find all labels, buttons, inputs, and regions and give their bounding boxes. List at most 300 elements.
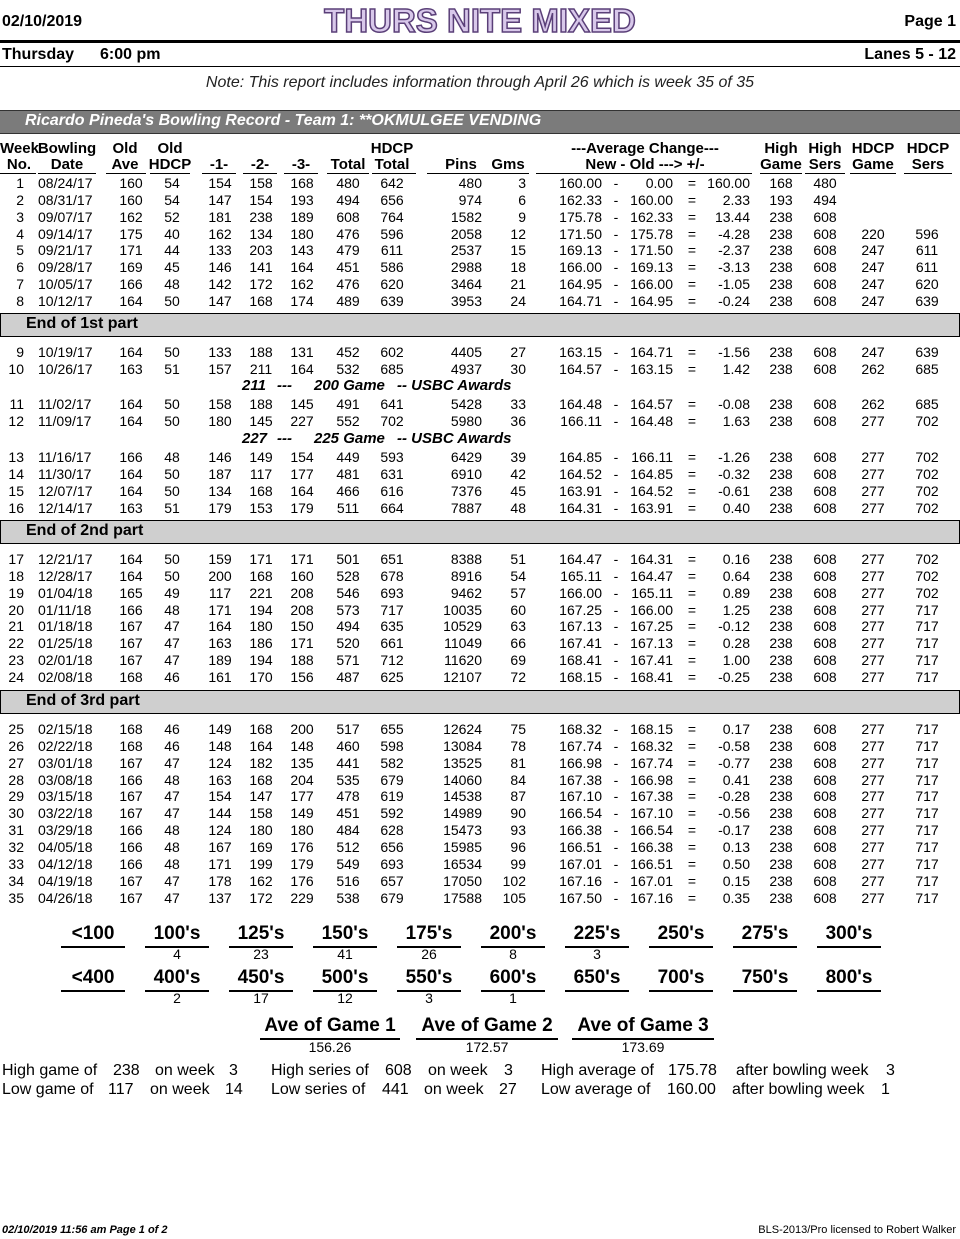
cell-avg-new: 163.91 (559, 482, 602, 499)
cell-gms: 102 (502, 872, 526, 889)
cell-high-sers: 608 (813, 499, 837, 516)
cell-game2: 147 (249, 788, 273, 805)
cell-high-game: 238 (769, 855, 793, 872)
cell-avg-dash: - (613, 838, 619, 855)
cell-total: 466 (336, 482, 360, 499)
col-old-hdcp: Old HDCP (148, 140, 192, 173)
cell-hdcp-total: 635 (380, 618, 404, 635)
cell-avg-eq: = (687, 838, 697, 855)
cell-total: 451 (336, 259, 360, 276)
cell-old-hdcp: 54 (164, 191, 180, 208)
cell-avg-new: 166.00 (559, 259, 602, 276)
cell-gms: 51 (510, 551, 526, 567)
cell-avg-diff: 0.41 (722, 771, 750, 788)
cell-high-game: 238 (769, 396, 793, 412)
cell-week-no: 32 (8, 838, 24, 855)
cell-high-sers: 608 (813, 208, 837, 225)
cell-game3: 171 (290, 551, 314, 567)
cell-gms: 60 (510, 601, 526, 618)
high-series-prefix: High series of (271, 1062, 369, 1079)
cell-gms: 9 (518, 208, 526, 225)
cell-high-sers: 608 (813, 652, 837, 669)
cell-avg-old: 164.95 (630, 292, 673, 309)
cell-hdcp-sers: 702 (915, 584, 939, 601)
cell-avg-old: 167.16 (630, 889, 673, 906)
cell-game2: 168 (249, 482, 273, 499)
cell-avg-old: 162.33 (630, 208, 673, 225)
cell-pins: 10529 (443, 618, 482, 635)
cell-old-hdcp: 50 (164, 482, 180, 499)
week-row (0, 483, 960, 500)
cell-hdcp-sers: 596 (915, 225, 939, 242)
column-underline (427, 173, 529, 174)
series-bucket-label: 500's (321, 967, 369, 988)
cell-high-sers: 608 (813, 292, 837, 309)
cell-week-no: 7 (16, 276, 24, 293)
cell-total: 520 (336, 635, 360, 652)
cell-week-no: 21 (8, 618, 24, 635)
cell-hdcp-total: 656 (380, 191, 404, 208)
cell-hdcp-sers: 717 (915, 889, 939, 906)
cell-avg-dash: - (613, 601, 619, 618)
cell-hdcp-total: 651 (380, 551, 404, 567)
cell-high-sers: 608 (813, 721, 837, 737)
cell-pins: 17050 (443, 872, 482, 889)
cell-hdcp-game: 277 (861, 805, 885, 822)
cell-game3: 200 (290, 721, 314, 737)
cell-avg-eq: = (687, 191, 697, 208)
col-hdcp-sers: HDCP Sers (906, 140, 950, 173)
cell-gms: 18 (510, 259, 526, 276)
cell-game1: 133 (208, 242, 232, 259)
game-bucket-label: 175's (405, 923, 453, 944)
cell-old-hdcp: 51 (164, 361, 180, 377)
cell-avg-eq: = (687, 584, 697, 601)
cell-game1: 134 (208, 482, 232, 499)
cell-old-hdcp: 47 (164, 872, 180, 889)
cell-avg-old: 167.38 (630, 788, 673, 805)
series-bucket-count: 12 (337, 990, 353, 1006)
cell-old-ave: 169 (119, 259, 143, 276)
cell-old-hdcp: 47 (164, 805, 180, 822)
cell-avg-dash: - (613, 652, 619, 669)
cell-old-ave: 164 (119, 413, 143, 429)
cell-high-game: 238 (769, 276, 793, 293)
cell-total: 476 (336, 225, 360, 242)
report-date: 02/10/2019 (2, 13, 83, 30)
col-game2: -2- (250, 156, 270, 173)
cell-game2: 162 (249, 872, 273, 889)
week-row (0, 788, 960, 805)
cell-hdcp-sers: 717 (915, 754, 939, 771)
cell-pins: 11049 (444, 635, 482, 652)
cell-old-ave: 167 (119, 652, 143, 669)
cell-week-no: 18 (8, 567, 24, 584)
cell-week-no: 4 (16, 225, 24, 242)
cell-high-game: 168 (769, 175, 793, 191)
high-game-prefix: High game of (2, 1062, 98, 1079)
cell-week-no: 11 (9, 396, 24, 412)
cell-hdcp-total: 639 (380, 292, 404, 309)
cell-gms: 69 (510, 652, 526, 669)
cell-date: 11/30/17 (38, 465, 92, 482)
cell-game1: 147 (208, 292, 232, 309)
series-bucket-label: 800's (825, 967, 873, 988)
cell-avg-diff: -0.12 (718, 618, 750, 635)
cell-date: 01/18/18 (38, 618, 93, 635)
low-game-value: 117 (108, 1081, 134, 1098)
cell-gms: 54 (510, 567, 526, 584)
cell-old-ave: 166 (119, 449, 143, 465)
cell-hdcp-total: 596 (380, 225, 404, 242)
cell-hdcp-game: 277 (861, 889, 885, 906)
cell-avg-new: 166.54 (559, 805, 602, 822)
award-org: -- USBC Awards (397, 377, 512, 394)
footer-right: BLS-2013/Pro licensed to Robert Walker (758, 1224, 956, 1236)
high-game-mid: on week (155, 1062, 215, 1079)
cell-hdcp-total: 678 (380, 567, 404, 584)
cell-game1: 178 (208, 872, 232, 889)
cell-game1: 154 (208, 788, 232, 805)
cell-hdcp-total: 661 (380, 635, 404, 652)
game-bucket-label: 125's (237, 923, 285, 944)
week-row (0, 500, 960, 517)
cell-hdcp-game: 277 (861, 449, 885, 465)
cell-hdcp-total: 619 (380, 788, 404, 805)
cell-pins: 11620 (444, 652, 482, 669)
cell-date: 04/12/18 (38, 855, 93, 872)
cell-high-sers: 608 (813, 413, 837, 429)
cell-old-ave: 166 (119, 822, 143, 839)
cell-pins: 4937 (450, 361, 482, 377)
cell-avg-eq: = (687, 721, 697, 737)
cell-game1: 142 (208, 276, 232, 293)
cell-high-game: 238 (769, 567, 793, 584)
cell-game1: 171 (208, 601, 232, 618)
cell-avg-dash: - (613, 618, 619, 635)
cell-old-hdcp: 48 (164, 601, 180, 618)
cell-week-no: 33 (8, 855, 24, 872)
cell-old-ave: 162 (119, 208, 143, 225)
col-pins: Pins (445, 156, 477, 173)
cell-pins: 3953 (450, 292, 482, 309)
cell-hdcp-total: 664 (380, 499, 404, 516)
cell-game3: 164 (290, 482, 314, 499)
cell-hdcp-game: 277 (861, 754, 885, 771)
cell-avg-dash: - (613, 175, 619, 191)
cell-high-game: 238 (769, 449, 793, 465)
cell-high-sers: 608 (813, 855, 837, 872)
cell-high-game: 238 (769, 225, 793, 242)
cell-hdcp-game: 277 (861, 822, 885, 839)
cell-avg-new: 162.33 (559, 191, 602, 208)
cell-hdcp-sers: 717 (915, 838, 939, 855)
cell-hdcp-total: 620 (380, 276, 404, 293)
cell-old-hdcp: 48 (164, 838, 180, 855)
cell-total: 538 (336, 889, 360, 906)
cell-hdcp-sers: 717 (915, 788, 939, 805)
cell-high-game: 238 (769, 889, 793, 906)
cell-old-ave: 166 (119, 771, 143, 788)
cell-hdcp-total: 641 (380, 396, 404, 412)
col-gms: Gms (491, 156, 525, 173)
cell-hdcp-sers: 702 (915, 413, 939, 429)
high-average-value: 175.78 (668, 1062, 717, 1079)
cell-game2: 188 (249, 344, 273, 360)
cell-date: 09/21/17 (38, 242, 93, 259)
cell-high-game: 238 (769, 499, 793, 516)
cell-high-sers: 608 (813, 449, 837, 465)
cell-gms: 66 (510, 635, 526, 652)
cell-high-sers: 608 (813, 635, 837, 652)
cell-date: 03/22/18 (38, 805, 93, 822)
cell-avg-eq: = (687, 567, 697, 584)
cell-avg-dash: - (613, 276, 619, 293)
cell-pins: 17588 (443, 889, 482, 906)
cell-hdcp-game: 262 (861, 361, 885, 377)
cell-date: 02/15/18 (38, 721, 93, 737)
cell-avg-eq: = (687, 292, 697, 309)
cell-game3: 229 (290, 889, 314, 906)
cell-game3: 179 (290, 499, 314, 516)
cell-gms: 72 (510, 668, 526, 685)
cell-gms: 45 (510, 482, 526, 499)
cell-total: 491 (336, 396, 360, 412)
week-row (0, 175, 960, 192)
footer-left: 02/10/2019 11:56 am Page 1 of 2 (2, 1224, 168, 1236)
cell-date: 09/14/17 (38, 225, 93, 242)
cell-avg-new: 175.78 (559, 208, 602, 225)
cell-avg-eq: = (687, 482, 697, 499)
cell-total: 516 (336, 872, 360, 889)
cell-gms: 63 (510, 618, 526, 635)
cell-old-ave: 171 (119, 242, 143, 259)
cell-week-no: 23 (8, 652, 24, 669)
cell-pins: 1582 (450, 208, 482, 225)
cell-old-hdcp: 46 (164, 668, 180, 685)
cell-avg-new: 164.52 (559, 465, 602, 482)
game-bucket-label: <100 (71, 923, 115, 944)
col-old-ave: Old Ave (111, 140, 139, 173)
cell-hdcp-game: 247 (861, 242, 885, 259)
cell-avg-eq: = (687, 652, 697, 669)
cell-high-sers: 608 (813, 465, 837, 482)
cell-high-sers: 608 (813, 551, 837, 567)
cell-game3: 227 (290, 413, 314, 429)
series-bucket-underline (649, 990, 713, 992)
report-note: Note: This report includes information through April 26 which is week 35 of 35 (205, 74, 755, 91)
cell-date: 02/22/18 (38, 737, 93, 754)
cell-avg-old: 164.57 (630, 396, 673, 412)
low-average-value: 160.00 (667, 1081, 716, 1098)
cell-old-hdcp: 50 (164, 551, 180, 567)
week-row (0, 602, 960, 619)
cell-hdcp-sers: 717 (915, 822, 939, 839)
cell-avg-diff: -4.28 (718, 225, 750, 242)
cell-old-ave: 167 (119, 872, 143, 889)
cell-game3: 179 (290, 855, 314, 872)
high-average-mid: after bowling week (736, 1062, 869, 1079)
week-row (0, 209, 960, 226)
column-underline (805, 173, 845, 174)
cell-total: 449 (336, 449, 360, 465)
cell-game1: 189 (208, 652, 232, 669)
cell-avg-new: 164.31 (559, 499, 602, 516)
cell-hdcp-game: 277 (861, 872, 885, 889)
week-row (0, 293, 960, 310)
cell-high-sers: 608 (813, 276, 837, 293)
cell-old-ave: 164 (119, 292, 143, 309)
cell-avg-dash: - (613, 292, 619, 309)
cell-week-no: 34 (8, 872, 24, 889)
cell-avg-dash: - (613, 584, 619, 601)
cell-game2: 149 (249, 449, 273, 465)
cell-week-no: 10 (8, 361, 24, 377)
week-row (0, 361, 960, 378)
week-row (0, 242, 960, 259)
cell-high-game: 238 (769, 292, 793, 309)
cell-gms: 30 (510, 361, 526, 377)
cell-avg-new: 165.11 (560, 567, 602, 584)
cell-avg-dash: - (613, 771, 619, 788)
cell-old-ave: 167 (119, 618, 143, 635)
series-bucket-label: 550's (405, 967, 453, 988)
cell-avg-diff: 0.64 (722, 567, 750, 584)
cell-old-ave: 166 (119, 855, 143, 872)
cell-pins: 12107 (443, 668, 482, 685)
cell-old-ave: 164 (119, 344, 143, 360)
cell-hdcp-sers: 702 (915, 482, 939, 499)
cell-old-ave: 167 (119, 805, 143, 822)
cell-avg-old: 167.41 (630, 652, 673, 669)
cell-high-game: 193 (769, 191, 793, 208)
cell-avg-eq: = (687, 889, 697, 906)
cell-old-ave: 164 (119, 465, 143, 482)
game-bucket-label: 300's (825, 923, 873, 944)
cell-total: 571 (336, 652, 360, 669)
cell-old-hdcp: 48 (164, 822, 180, 839)
cell-avg-diff: -0.28 (718, 788, 750, 805)
cell-high-game: 238 (769, 771, 793, 788)
cell-game1: 154 (208, 175, 232, 191)
col-total: Total (330, 156, 366, 173)
cell-avg-diff: -0.77 (718, 754, 750, 771)
game-bucket-count: 4 (173, 946, 181, 962)
cell-game2: 194 (249, 652, 273, 669)
cell-hdcp-total: 598 (380, 737, 404, 754)
cell-date: 10/05/17 (38, 276, 93, 293)
series-bucket-count: 1 (509, 990, 517, 1006)
cell-high-sers: 608 (813, 838, 837, 855)
cell-old-ave: 175 (119, 225, 143, 242)
cell-total: 608 (336, 208, 360, 225)
cell-game2: 154 (249, 191, 273, 208)
cell-hdcp-total: 764 (380, 208, 404, 225)
game-bucket-count: 26 (421, 946, 437, 962)
cell-hdcp-sers: 702 (915, 499, 939, 516)
series-bucket-label: 600's (489, 967, 537, 988)
cell-avg-dash: - (613, 499, 619, 516)
part-divider (0, 690, 960, 714)
low-series-prefix: Low series of (271, 1081, 366, 1098)
cell-game1: 171 (208, 855, 232, 872)
game-bucket-label: 200's (489, 923, 537, 944)
cell-avg-diff: -0.32 (718, 465, 750, 482)
cell-hdcp-sers: 702 (915, 465, 939, 482)
cell-high-sers: 608 (813, 567, 837, 584)
cell-pins: 8916 (450, 567, 482, 584)
cell-hdcp-total: 602 (380, 344, 404, 360)
cell-hdcp-game: 277 (861, 788, 885, 805)
week-row (0, 396, 960, 413)
cell-gms: 84 (510, 771, 526, 788)
cell-game2: 170 (249, 668, 273, 685)
cell-total: 528 (336, 567, 360, 584)
high-series-mid: on week (428, 1062, 488, 1079)
high-series-value: 608 (385, 1062, 412, 1079)
cell-pins: 2988 (450, 259, 482, 276)
cell-pins: 13084 (443, 737, 482, 754)
col-avg-change: ---Average Change--- New - Old ---> +/- (571, 140, 719, 173)
cell-old-ave: 166 (119, 838, 143, 855)
cell-pins: 13525 (443, 754, 482, 771)
game-average-label: Ave of Game 2 (421, 1015, 553, 1036)
cell-date: 03/08/18 (38, 771, 93, 788)
cell-date: 01/11/18 (38, 601, 92, 618)
cell-old-hdcp: 50 (164, 396, 180, 412)
cell-avg-dash: - (613, 208, 619, 225)
cell-avg-eq: = (687, 822, 697, 839)
cell-high-sers: 494 (813, 191, 837, 208)
cell-game1: 148 (208, 737, 232, 754)
cell-date: 09/07/17 (38, 208, 93, 225)
cell-game3: 174 (290, 292, 314, 309)
cell-old-hdcp: 48 (164, 771, 180, 788)
cell-avg-new: 169.13 (559, 242, 602, 259)
cell-avg-diff: 0.15 (722, 872, 750, 889)
cell-game2: 141 (249, 259, 273, 276)
cell-game1: 187 (208, 465, 232, 482)
cell-week-no: 31 (8, 822, 24, 839)
cell-old-hdcp: 51 (164, 499, 180, 516)
column-underline (243, 173, 277, 174)
cell-avg-eq: = (687, 175, 697, 191)
cell-avg-diff: 1.25 (722, 601, 750, 618)
low-series-value: 441 (382, 1081, 409, 1098)
cell-total: 487 (336, 668, 360, 685)
cell-avg-old: 168.32 (630, 737, 673, 754)
series-bucket-count: 2 (173, 990, 181, 1006)
cell-avg-old: 160.00 (630, 191, 673, 208)
cell-avg-dash: - (613, 551, 619, 567)
cell-avg-eq: = (687, 855, 697, 872)
cell-week-no: 15 (8, 482, 24, 499)
cell-high-game: 238 (769, 551, 793, 567)
series-bucket-label: 700's (657, 967, 705, 988)
cell-week-no: 28 (8, 771, 24, 788)
cell-avg-eq: = (687, 788, 697, 805)
week-row (0, 259, 960, 276)
cell-high-game: 238 (769, 344, 793, 360)
cell-total: 478 (336, 788, 360, 805)
cell-high-game: 238 (769, 242, 793, 259)
cell-old-hdcp: 44 (164, 242, 180, 259)
week-row (0, 822, 960, 839)
cell-gms: 78 (510, 737, 526, 754)
cell-avg-eq: = (687, 771, 697, 788)
cell-date: 04/05/18 (38, 838, 93, 855)
cell-avg-diff: 1.00 (722, 652, 750, 669)
